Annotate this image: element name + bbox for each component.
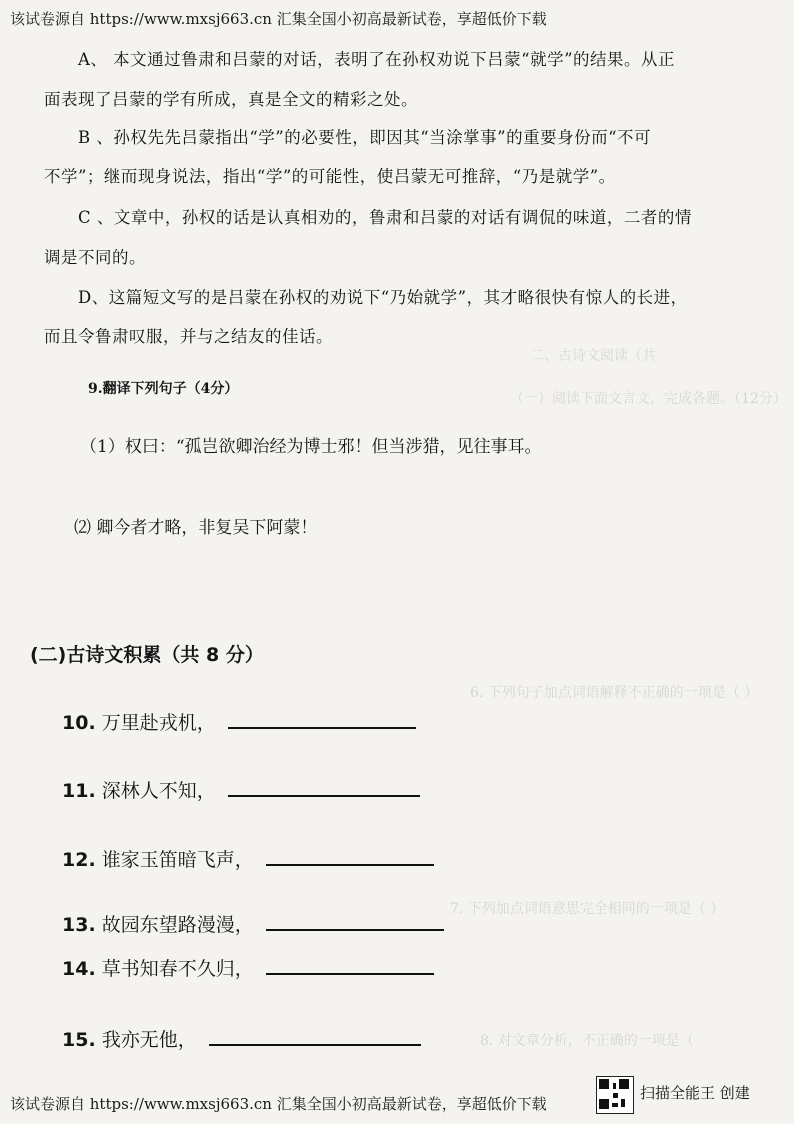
section-2-title: (二)古诗文积累（共 8 分） (30, 644, 264, 666)
poem-item-13 (62, 910, 444, 937)
item-number: 11. (62, 780, 96, 802)
item-number: 12. (62, 849, 96, 871)
poem-line: 万里赴戎机， (101, 712, 216, 734)
poem-item-11 (62, 776, 420, 803)
option-a-line-2: 面表现了吕蒙的学有所成，真是全文的精彩之处。 (44, 90, 418, 109)
scanner-credit: 扫描全能王 创建 (640, 1084, 750, 1102)
bleed-through-text: 二、古诗文阅读（共 (530, 348, 656, 364)
option-a-line-1: A、 本文通过鲁肃和吕蒙的对话，表明了在孙权劝说下吕蒙“就学”的结果。从正 (78, 50, 676, 69)
item-number: 13. (62, 914, 96, 936)
bleed-through-text: 7. 下列加点词语意思完全相同的一项是（ ） (450, 901, 725, 917)
translate-sentence-2: ⑵ 卿今者才略，非复吴下阿蒙！ (74, 518, 318, 538)
poem-item-12 (62, 845, 434, 872)
poem-item-15 (62, 1025, 421, 1052)
poem-line: 故园东望路漫漫， (101, 914, 254, 936)
page-footer: 该试卷源自 https://www.mxsj663.cn 汇集全国小初高最新试卷，享超低价下载 (10, 1095, 547, 1113)
option-d-line-1: D、这篇短文写的是吕蒙在孙权的劝说下“乃始就学”，其才略很快有惊人的长进， (78, 288, 688, 307)
poem-line: 谁家玉笛暗飞声， (101, 849, 254, 871)
poem-line: 深林人不知， (101, 780, 216, 802)
bleed-through-text: 6. 下列句子加点词语解释不正确的一项是（ ） (470, 685, 759, 701)
poem-item-14 (62, 954, 434, 981)
poem-line: 我亦无他， (101, 1029, 197, 1051)
option-b-line-2: 不学”；继而现身说法，指出“学”的可能性，使吕蒙无可推辞，“乃是就学”。 (44, 167, 616, 186)
poem-item-10 (62, 708, 416, 735)
bleed-through-text: 8. 对文章分析，不正确的一项是（ (480, 1033, 694, 1049)
option-b-line-1: B 、孙权先先吕蒙指出“学”的必要性，即因其“当涂掌事”的重要身份而“不可 (78, 128, 652, 147)
answer-blank[interactable] (228, 794, 420, 797)
answer-blank[interactable] (266, 928, 444, 931)
option-c-line-2: 调是不同的。 (44, 248, 146, 267)
qr-code-icon (596, 1076, 634, 1114)
item-number: 14. (62, 958, 96, 980)
bleed-through-text: （一）阅读下面文言文，完成各题。（12分） (510, 391, 787, 407)
answer-blank[interactable] (228, 726, 416, 729)
item-number: 15. (62, 1029, 96, 1051)
question-9-title: 9.翻译下列句子（4分） (88, 381, 239, 397)
answer-blank[interactable] (209, 1043, 421, 1046)
page-header: 该试卷源自 https://www.mxsj663.cn 汇集全国小初高最新试卷，享超低价下载 (10, 10, 547, 28)
option-c-line-1: C 、文章中，孙权的话是认真相劝的，鲁肃和吕蒙的对话有调侃的味道，二者的情 (78, 208, 692, 227)
translate-sentence-1: （1）权曰：“孤岂欲卿治经为博士邪！但当涉猎，见往事耳。 (80, 437, 542, 457)
answer-blank[interactable] (266, 863, 434, 866)
answer-blank[interactable] (266, 972, 434, 975)
poem-line: 草书知春不久归， (101, 958, 254, 980)
option-d-line-2: 而且令鲁肃叹服，并与之结友的佳话。 (44, 327, 333, 346)
item-number: 10. (62, 712, 96, 734)
